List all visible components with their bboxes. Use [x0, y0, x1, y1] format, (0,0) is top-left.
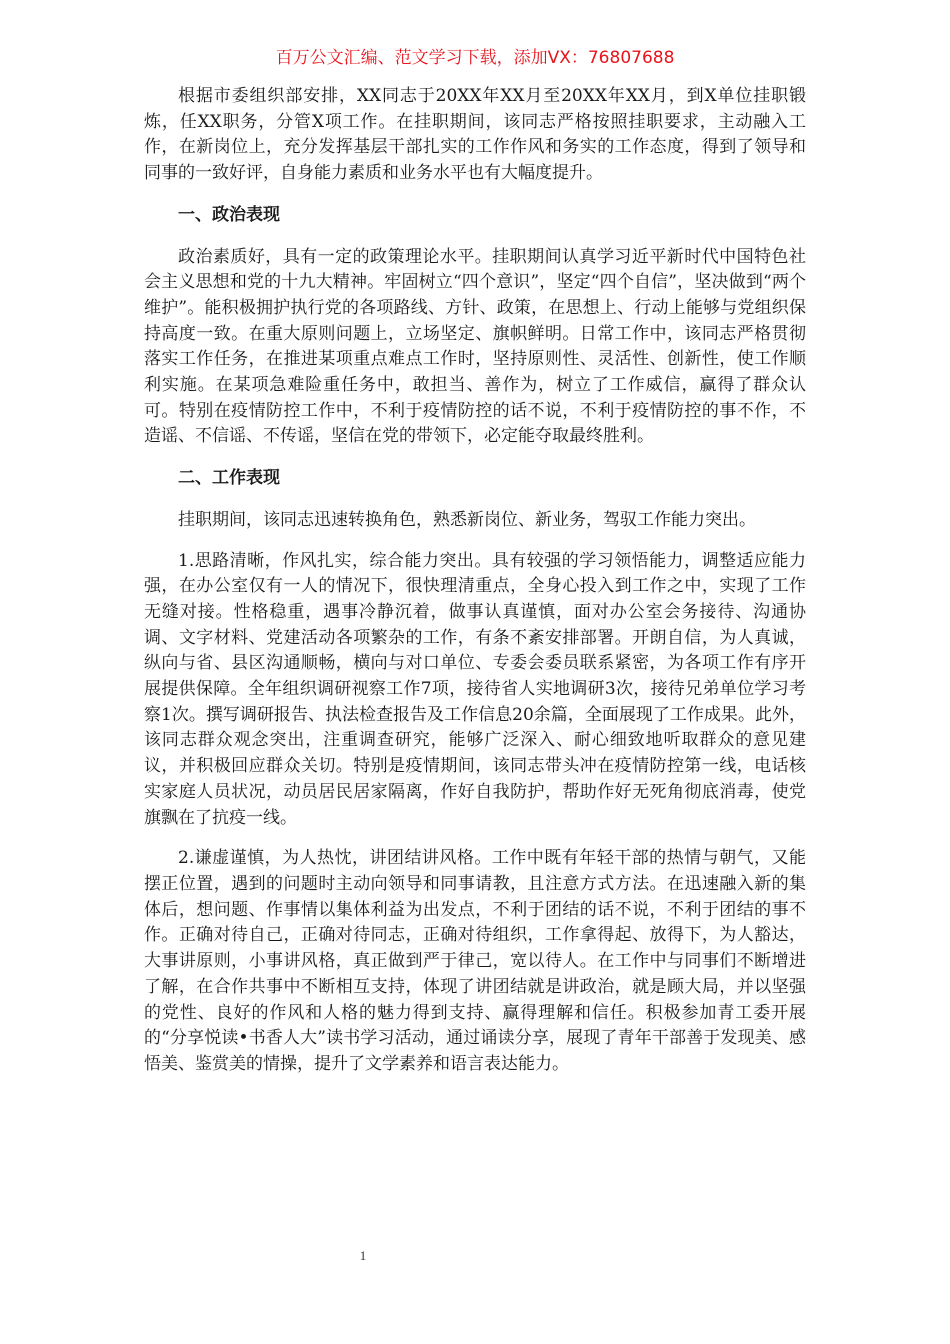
- work-paragraph-2: 2.谦虚谨慎，为人热忱，讲团结讲风格。工作中既有年轻干部的热情与朝气，又能摆正位置，遇到的问题时主动向领导和同事请教，且注意方式方法。在迅速融入新的集体后，想问题、作事情以集体利益为出发点，不利于团结的话不说，不利于团结的事不作。正确对待自己，正确对待同志，正确对待组织，工作拿得起、放得下，为人豁达，大事讲原则，小事讲风格，真正做到严于律己，宽以待人。在工作中与同事们不断增进了解，在合作共事中不断相互支持，体现了讲团结就是讲政治，就是顾大局，并以坚强的党性、良好的作风和人格的魅力得到支持、赢得理解和信任。积极参加青工委开展的“分享悦读•书香人大”读书学习活动，通过诵读分享，展现了青年干部善于发现美、感悟美、鉴赏美的情操，提升了文学素养和语言表达能力。: [144, 848, 806, 1074]
- page-number: 1: [359, 1248, 367, 1263]
- work-paragraph-intro: 挂职期间，该同志迅速转换角色，熟悉新岗位、新业务，驾驭工作能力突出。: [178, 509, 756, 530]
- document-body: [144, 84, 806, 1078]
- header-banner: 百万公文汇编、范文学习下载，添加VX：76807688: [275, 48, 675, 68]
- work-paragraph-1: 1.思路清晰，作风扎实，综合能力突出。具有较强的学习领悟能力，调整适应能力强，在办公室仅有一人的情况下，很快理清重点，全身心投入到工作之中，实现了工作无缝对接。性格稳重，遇事冷静沉着，做事认真谨慎，面对办公室会务接待、沟通协调、文字材料、党建活动各项繁杂的工作，有条不紊安排部署。开朗自信，为人真诚，纵向与省、县区沟通顺畅，横向与对口单位、专委会委员联系紧密，为各项工作有序开展提供保障。全年组织调研视察工作7项，接待省人实地调研3次，接待兄弟单位学习考察1次。撰写调研报告、执法检查报告及工作信息20余篇，全面展现了工作成果。此外，该同志群众观念突出，注重调查研究，能够广泛深入、耐心细致地听取群众的意见建议，并积极回应群众关切。特别是疫情期间，该同志带头冲在疫情防控第一线，电话核实家庭人员状况，动员居民居家隔离，作好自我防护，帮助作好无死角彻底消毒，使党旗飘在了抗疫一线。: [144, 550, 806, 828]
- political-paragraph: 政治素质好，具有一定的政策理论水平。挂职期间认真学习近平新时代中国特色社会主义思想和党的十九大精神。牢固树立“四个意识”，坚定“四个自信”，坚决做到“两个维护”。能积极拥护执行党的各项路线、方针、政策，在思想上、行动上能够与党组织保持高度一致。在重大原则问题上，立场坚定、旗帜鲜明。日常工作中，该同志严格贯彻落实工作任务，在推进某项重点难点工作时，坚持原则性、灵活性、创新性，使工作顺利实施。在某项急难险重任务中，敢担当、善作为，树立了工作威信，赢得了群众认可。特别在疫情防控工作中，不利于疫情防控的话不说，不利于疫情防控的事不作，不造谣、不信谣、不传谣，坚信在党的带领下，必定能夺取最终胜利。: [144, 246, 806, 447]
- section-heading-political: 一、政治表现: [178, 204, 280, 225]
- intro-paragraph: 根据市委组织部安排，XX同志于20XX年XX月至20XX年XX月，到X单位挂职锻炼，任XX职务，分管X项工作。在挂职期间，该同志严格按照挂职要求，主动融入工作，在新岗位上，充分发挥基层干部扎实的工作作风和务实的工作态度，得到了领导和同事的一致好评，自身能力素质和业务水平也有大幅度提升。: [144, 86, 806, 184]
- section-heading-work: 二、工作表现: [178, 468, 280, 489]
